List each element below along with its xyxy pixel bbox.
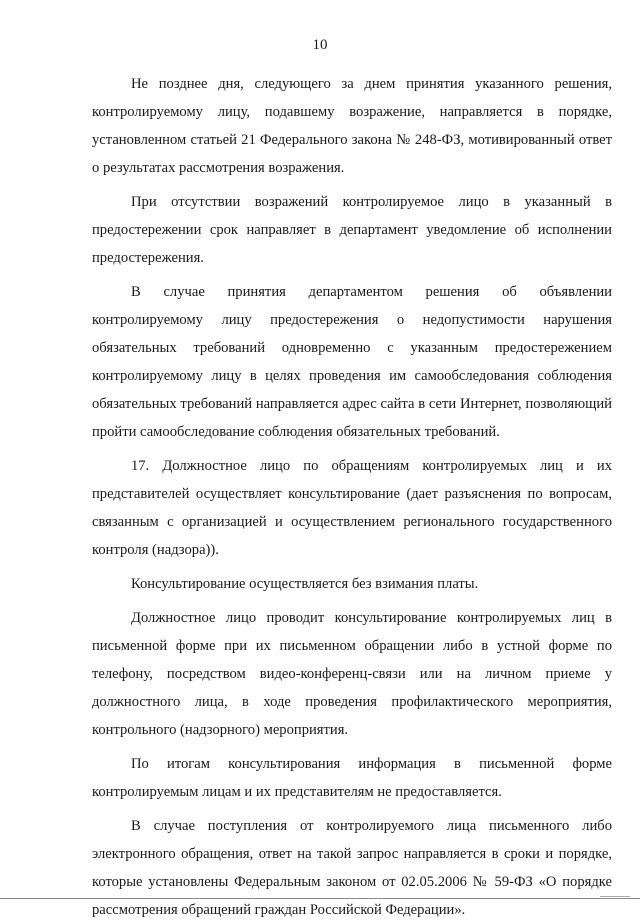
paragraph-free-consulting: Консультирование осуществляется без взимания платы. xyxy=(131,576,479,592)
paragraph-no-objections: При отсутствии возражений контролируемое лицо в указанный в предостережении срок направляет в департамент уведомление об исполнении предостережения. xyxy=(92,194,612,266)
paragraph-written-request: В случае поступления от контролируемого лица письменного либо электронного обращения, ответ на такой запрос направляется в сроки и порядке, которые установлены Федеральным законом от 02.05.2006 № 59-ФЗ «О порядке рассмотрения обращений граждан Российской Федерации». xyxy=(92,818,612,918)
paragraph-no-written-info: По итогам консультирования информация в письменной форме контролируемым лицам и их представителям не предоставляется. xyxy=(92,756,612,800)
paragraph-consulting-forms: Должностное лицо проводит консультирование контролируемых лиц в письменной форме при их письменном обращении либо в устной форме по телефону, посредством видео-конференц-связи или на личном приеме у должностного лица, в ходе проведения профилактического мероприятия, контрольного (надзорного) мероприятия. xyxy=(92,610,612,738)
scan-bottom-edge xyxy=(0,898,640,899)
paragraph-item-17-consulting: 17. Должностное лицо по обращениям контролируемых лиц и их представителей осуществляет консультирование (дает разъяснения по вопросам, связанным с организацией и осуществлением регионального государственного контроля (надзора)). xyxy=(92,458,612,558)
scan-bottom-mark xyxy=(600,896,630,897)
document-body xyxy=(92,70,612,924)
page-number: 10 xyxy=(312,37,328,53)
paragraph-decision-response: Не позднее дня, следующего за днем принятия указанного решения, контролируемому лицу, подавшему возражение, направляется в порядке, установленном статьей 21 Федерального закона № 248-ФЗ, мотивированный ответ о результатах рассмотрения возражения. xyxy=(92,76,612,176)
paragraph-self-inspection: В случае принятия департаментом решения об объявлении контролируемому лицу предостережения о недопустимости нарушения обязательных требований одновременно с указанным предостережением контролируемому лицу в целях проведения им самообследования соблюдения обязательных требований направляется адрес сайта в сети Интернет, позволяющий пройти самообследование соблюдения обязательных требований. xyxy=(92,284,612,440)
